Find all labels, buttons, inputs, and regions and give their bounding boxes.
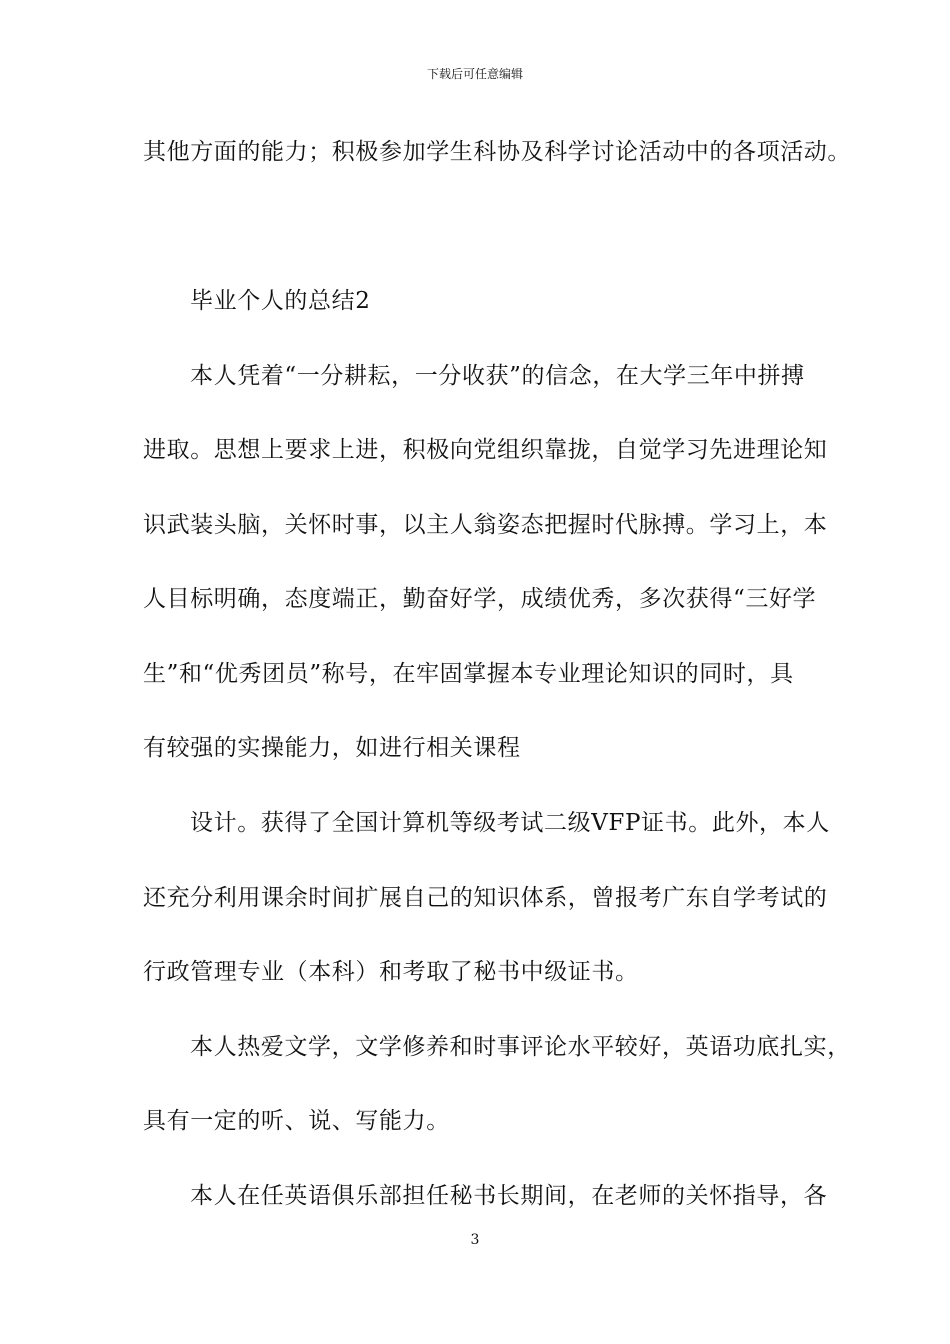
page-number: 3 xyxy=(470,1232,480,1248)
page-header: 下载后可任意编辑 xyxy=(426,67,523,81)
body-line: 还充分利用课余时间扩展自己的知识体系，曾报考广东自学考试的 xyxy=(143,885,828,911)
body-line: 人目标明确，态度端正，勤奋好学，成绩优秀，多次获得“三好学 xyxy=(143,586,817,612)
body-line: 有较强的实操能力，如进行相关课程 xyxy=(143,735,521,761)
body-line: 其他方面的能力；积极参加学生科协及科学讨论活动中的各项活动。 xyxy=(143,139,851,165)
body-line: 行政管理专业（本科）和考取了秘书中级证书。 xyxy=(143,959,639,985)
body-line: 识武装头脑，关怀时事，以主人翁姿态把握时代脉搏。学习上，本 xyxy=(143,512,828,538)
body-line: 本人凭着“一分耕耘，一分收获”的信念，在大学三年中拼搏 xyxy=(190,363,805,389)
section-heading: 毕业个人的总结2 xyxy=(190,288,371,314)
body-line: 进取。思想上要求上进，积极向党组织靠拢，自觉学习先进理论知 xyxy=(143,437,828,463)
body-line: 具有一定的听、说、写能力。 xyxy=(143,1108,450,1134)
body-line: 本人在任英语俱乐部担任秘书长期间，在老师的关怀指导，各 xyxy=(190,1183,828,1209)
body-line: 本人热爱文学，文学修养和时事评论水平较好，英语功底扎实， xyxy=(190,1034,851,1060)
body-line: 设计。获得了全国计算机等级考试二级VFP证书。此外，本人 xyxy=(190,810,830,836)
body-line: 生”和“优秀团员”称号，在牢固掌握本专业理论知识的同时，具 xyxy=(143,661,794,687)
